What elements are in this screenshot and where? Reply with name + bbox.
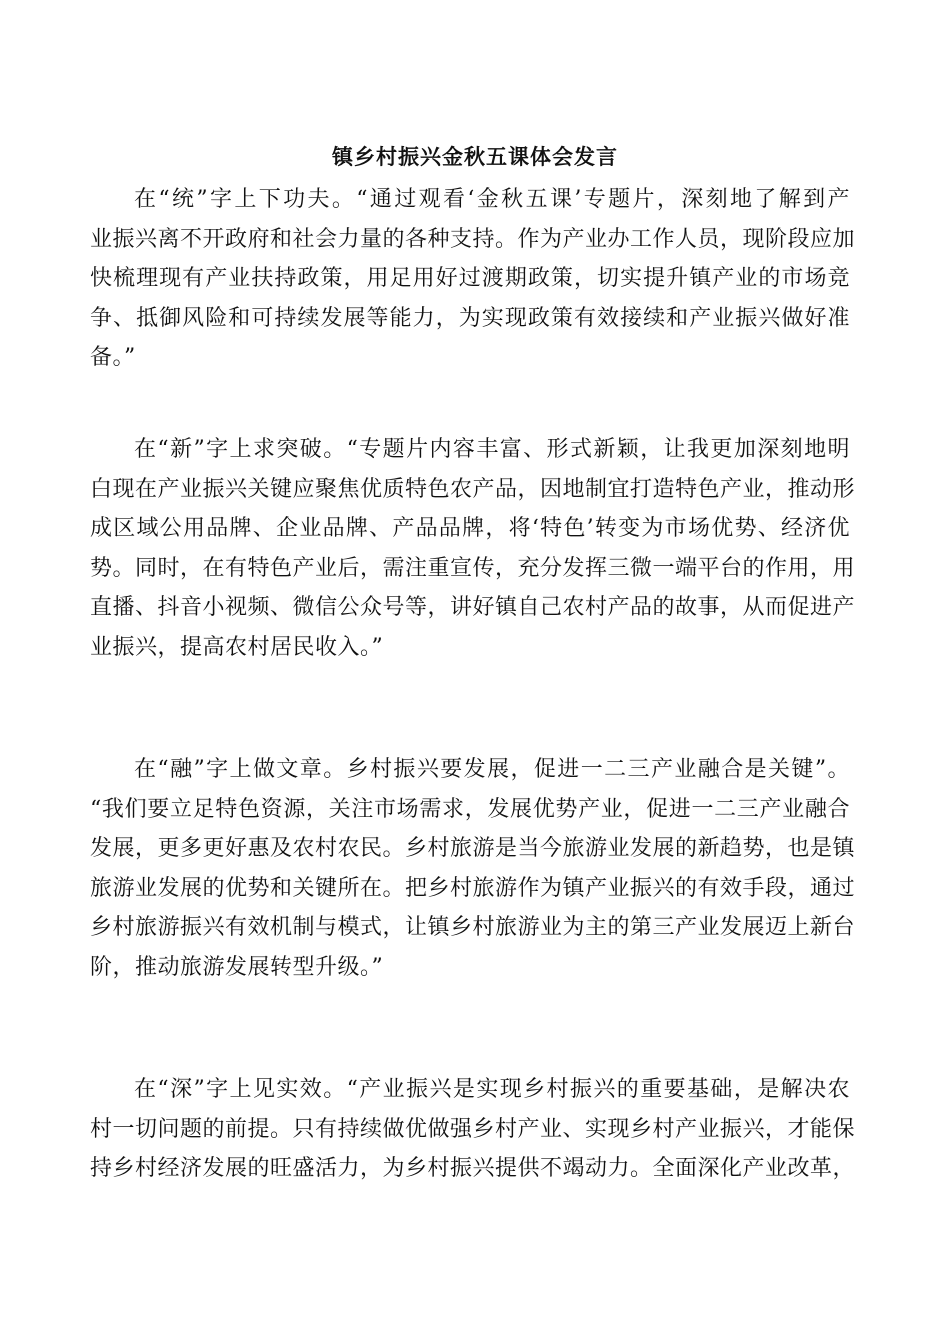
text-line: 备。” <box>90 345 136 370</box>
paragraph-rong <box>90 750 856 987</box>
text-line: 在“深”字上见实效。“产业振兴是实现乡村振兴的重要基础，是解决农 <box>134 1077 850 1102</box>
text-line: 旅游业发展的优势和关键所在。把乡村旅游作为镇产业振兴的有效手段，通过 <box>90 875 856 901</box>
text-line: “我们要立足特色资源，关注市场需求，发展优势产业，促进一二三产业融合 <box>90 796 850 822</box>
text-line: 持乡村经济发展的旺盛活力，为乡村振兴提供不竭动力。全面深化产业改革， <box>90 1156 856 1181</box>
text-line: 快梳理现有产业扶持政策，用足用好过渡期政策，切实提升镇产业的市场竞 <box>90 266 850 291</box>
text-line: 势。同时，在有特色产业后，需注重宣传，充分发挥三微一端平台的作用，用 <box>90 555 856 581</box>
text-line: 在“新”字上求突破。“专题片内容丰富、形式新颖，让我更加深刻地明 <box>134 437 850 462</box>
text-line: 白现在产业振兴关键应聚焦优质特色农产品，因地制宜打造特色产业，推动形 <box>90 476 856 502</box>
paragraph-tong <box>90 180 856 378</box>
paragraph-xin <box>90 430 856 667</box>
text-line: 阶，推动旅游发展转型升级。” <box>90 954 384 980</box>
text-line: 在“统”字上下功夫。“通过观看‘金秋五课’专题片，深刻地了解到产 <box>134 187 850 212</box>
text-line: 直播、抖音小视频、微信公众号等，讲好镇自己农村产品的故事，从而促进产 <box>90 595 856 620</box>
text-line: 村一切问题的前提。只有持续做优做强乡村产业、实现乡村产业振兴，才能保 <box>90 1116 856 1142</box>
text-line: 业振兴离不开政府和社会力量的各种支持。作为产业办工作人员，现阶段应加 <box>90 226 856 252</box>
text-line: 争、抵御风险和可持续发展等能力，为实现政策有效接续和产业振兴做好准 <box>90 305 850 331</box>
text-line: 发展，更多更好惠及农村农民。乡村旅游是当今旅游业发展的新趋势，也是镇 <box>90 836 856 861</box>
text-line: 业振兴，提高农村居民收入。” <box>90 634 384 660</box>
text-line: 在“融”字上做文章。乡村振兴要发展，促进一二三产业融合是关键”。 <box>134 757 850 782</box>
text-line: 成区域公用品牌、企业品牌、产品品牌，将‘特色’转变为市场优势、经济优 <box>90 516 850 541</box>
paragraph-shen <box>90 1070 856 1189</box>
text-line: 乡村旅游振兴有效机制与模式，让镇乡村旅游业为主的第三产业发展迈上新台 <box>90 915 856 940</box>
document-title: 镇乡村振兴金秋五课体会发言 <box>332 144 618 169</box>
